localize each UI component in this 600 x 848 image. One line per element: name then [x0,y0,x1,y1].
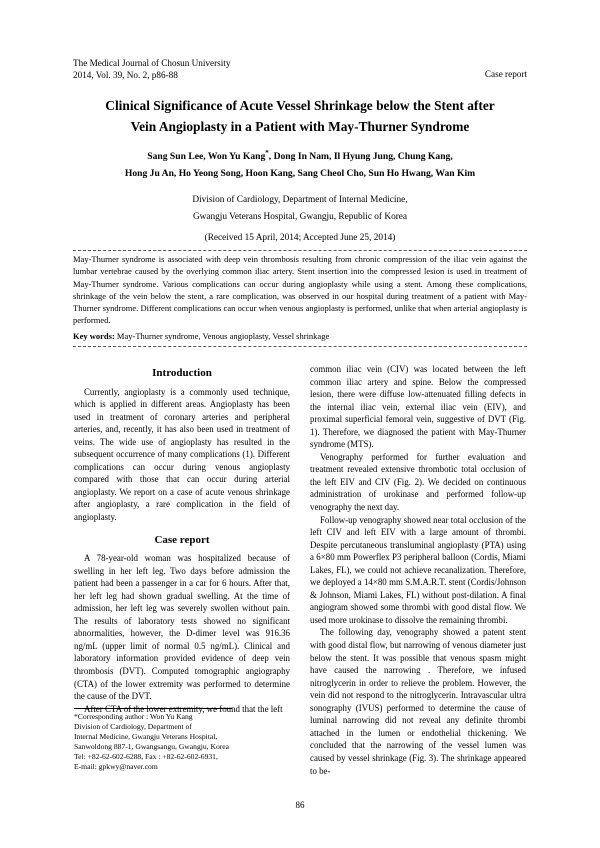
footnote-line-5: Tel: +82-62-602-6288, Fax : +82-62-602-6931, [74,752,218,761]
authors-line-1b: , Dong In Nam, Il Hyung Jung, Chung Kang, [268,151,453,162]
section-heading-case-report: Case report [154,533,210,546]
article-title [60,95,540,137]
left-column [74,363,290,715]
authors-line-1a: Sang Sun Lee, Won Yu Kang [147,151,266,162]
authors-line-1 [70,148,530,165]
right-paragraph-4: The following day, venography showed a patent stent with good distal flow, but narrowing of venous diameter just below the stent. It was possible that venous spasm might have caused the narrowing . Therefore, we infused nitroglycerin in order to relieve the problem. However, the vein did not respond to the nitroglycerin. Intravascular ultra sonography (IVUS) performed to determine the cause of luminal narrowing did not reveal any definite thrombi attached in the lumen or endothelial thickening. We concluded that the narrowing of the vessel lumen was caused by vessel shrinkage (Fig. 3). The shrinkage appeared to be- [310,627,526,776]
journal-name: The Medical Journal of Chosun University [73,58,231,68]
section-heading-introduction: Introduction [152,367,212,379]
affiliation-line-1: Division of Cardiology, Department of Internal Medicine, [192,195,408,205]
case-paragraph-1: A 78-year-old woman was hospitalized because of swelling in her left leg. Two days before admission the patient had been a passenger in a car for 6 hours. After that, her left leg had shown gradual swelling. At the time of admission, her left leg was severely swollen without pain. The results of laboratory tests showed no significant abnormalities, however, the D-dimer level was 916.36 ng/mL (upper limit of normal 0.5 ng/mL). Clinical and laboratory information provided evidence of deep vein thrombosis (DVT). Computed tomographic angiography (CTA) of the lower extremity was performed to determine the cause of the DVT. [74,553,290,702]
affiliation-line-2: Gwangju Veterans Hospital, Gwangju, Republic of Korea [192,212,408,222]
footnote-line-2: Division of Cardiology, Department of [74,722,192,731]
journal-volume: 2014, Vol. 39, No. 2, p86-88 [73,70,178,80]
right-paragraph-1: common iliac vein (CIV) was located between the left common iliac artery and spine. Below the compressed lesion, there were diffuse low-attenuated filling defects in the internal iliac vein, external iliac vein (EIV), and proximal superficial femoral vein, suggestive of DVT (Fig. 1). Therefore, we diagnosed the patient with May-Thurner syndrome (MTS). [310,364,526,450]
footnote-line-4: Sanwoldong 887-1, Gwangsangu, Gwangju, Korea [74,742,230,751]
right-paragraph-3: Follow-up venography showed near total occlusion of the left CIV and left EIV with a large amount of thrombi. Despite percutaneous transluminal angioplasty (PTA) using a 6×80 mm Powerflex P3 peripheral balloon (Cordis, Miami Lakes, FL), we could not achieve recanalization. Therefore, we deployed a 14×80 mm S.M.A.R.T. stent (Cordis/Johnson & Johnson, Miami Lakes, FL) without post-dilation. A final angiogram showed some thrombi with good distal flow. We used more urokinase to dissolve the remaining thrombi. [310,514,526,625]
abstract-text: May-Thurner syndrome is associated with deep vein thrombosis resulting from chronic compression of the iliac vein against the lumbar vertebrae caused by the overlying common iliac artery. Stent insertion into the compressed lesion is used in treatment of May-Thurner syndrome. Various complications can occur during angioplasty while using a stent. Among these complications, shrinkage of the vein below the stent, a rare complication, was observed in our hospital during treatment of a patient with May-Thurner syndrome. Different complications can occur when venous angioplasty is performed, unlike that when arterial angioplasty is performed. [73,254,527,326]
corresponding-author-footnote [74,712,290,772]
intro-paragraph: Currently, angioplasty is a commonly used technique, which is applied in different areas. Angioplasty has been used in treatment of coronary arteries and peripheral arteries, and, recently, it has also been used in treatment of veins. The wide use of angioplasty has resulted in the subsequent occurrence of many complications (1). Different complications can occur during venous angioplasty compared with those that can occur during arterial angioplasty. We report on a case of acute venous shrinkage after angioplasty, a rare complication in the field of angioplasty. [74,386,290,523]
case-paragraph-2: After CTA of the lower extremity, we found that the left [84,703,283,714]
footnote-rule [74,708,232,709]
right-column [310,363,526,777]
title-line-2: Vein Angioplasty in a Patient with May-Thurner Syndrome [130,119,470,134]
title-line-1: Clinical Significance of Acute Vessel Shrinkage below the Stent after [105,98,495,113]
keywords-label: Key words: [73,331,115,341]
received-dates: (Received 15 April, 2014; Accepted June 25, 2014) [204,233,396,243]
footnote-line-6: E-mail: gpkwy@naver.com [74,762,158,771]
affiliation [90,192,510,226]
author-list [70,148,530,182]
right-paragraph-2: Venography performed for further evaluation and treatment revealed extensive thrombotic total occlusion of the left EIV and CIV (Fig. 2). We decided on continuous administration of urokinase and performed follow-up venography the next day. [310,451,526,513]
abstract-bottom-rule [73,346,527,347]
abstract-top-rule [73,250,527,251]
journal-header [73,57,230,81]
page-number: 86 [295,800,305,810]
authors-line-2: Hong Ju An, Ho Yeong Song, Hoon Kang, Sang Cheol Cho, Sun Ho Hwang, Wan Kim [124,168,476,179]
keywords-text: May-Thurner syndrome, Venous angioplasty, Vessel shrinkage [114,331,330,341]
article-type: Case report [484,69,527,79]
corresponding-mark: * [265,148,269,157]
footnote-line-3: Internal Medicine, Gwangju Veterans Hospital, [74,732,218,741]
footnote-line-1: *Corresponding author : Won Yu Kang [74,712,193,721]
keywords [73,330,527,342]
